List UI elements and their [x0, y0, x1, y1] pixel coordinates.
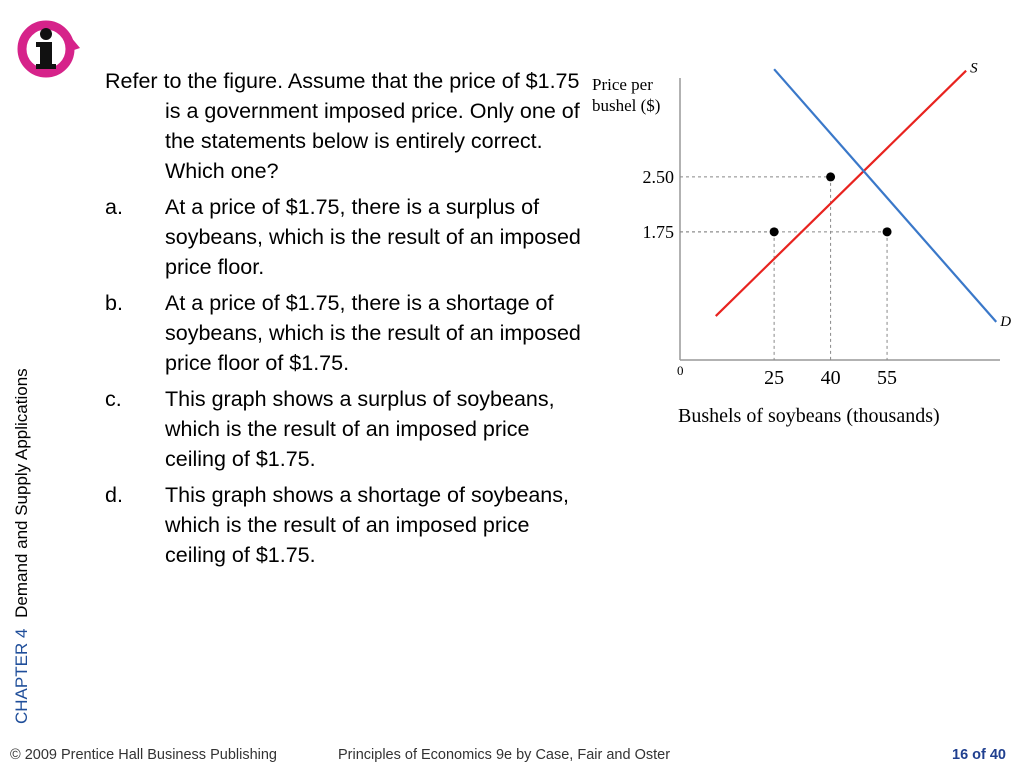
origin-label: 0: [677, 363, 684, 378]
page-number: 16 of 40: [952, 747, 1006, 763]
data-point: [883, 227, 892, 236]
chapter-number: CHAPTER 4: [12, 628, 31, 724]
info-person-icon: [12, 18, 84, 80]
series-label-d: D: [1000, 313, 1012, 330]
chapter-title: Demand and Supply Applications: [12, 368, 31, 618]
series-line-d: [774, 69, 996, 322]
y-tick-label: 1.75: [642, 221, 674, 242]
option-letter: b.: [105, 291, 123, 315]
data-point: [770, 227, 779, 236]
series-line-s: [716, 71, 966, 316]
y-tick-labels: [643, 167, 675, 242]
guide-lines: [680, 177, 887, 360]
book-title: Principles of Economics 9e by Case, Fair and Oster: [338, 747, 671, 763]
series-label-s: S: [970, 60, 978, 77]
option-b: [105, 288, 595, 378]
y-axis-label-line1: Price per: [592, 75, 653, 94]
question-block: [105, 66, 595, 576]
x-tick-label: 25: [764, 367, 785, 389]
option-letter: a.: [105, 195, 123, 219]
question-stem: Refer to the figure. Assume that the price of $1.75 is a government imposed price. Only one of the statements below is entirely correct. Which one?: [105, 69, 580, 183]
x-tick-label: 40: [820, 367, 841, 389]
option-text: This graph shows a shortage of soybeans, which is the result of an imposed price ceiling of $1.75.: [165, 483, 569, 567]
y-axis-label-line2: bushel ($): [592, 96, 661, 115]
option-text: At a price of $1.75, there is a shortage of soybeans, which is the result of an imposed price floor of $1.75.: [165, 291, 581, 375]
option-letter: d.: [105, 483, 123, 507]
series-lines: [716, 61, 1011, 330]
y-tick-label: 2.50: [642, 166, 674, 187]
supply-demand-chart: [586, 60, 1012, 428]
chapter-side-label: [8, 304, 36, 724]
option-a: [105, 192, 595, 282]
logo: [12, 18, 84, 80]
footer: [0, 740, 1024, 768]
option-letter: c.: [105, 387, 122, 411]
x-axis-label: Bushels of soybeans (thousands): [678, 405, 940, 427]
option-text: This graph shows a surplus of soybeans, which is the result of an imposed price ceiling of $1.75.: [165, 387, 555, 471]
x-tick-label: 55: [877, 367, 898, 389]
x-tick-labels: [764, 367, 897, 389]
option-text: At a price of $1.75, there is a surplus of soybeans, which is the result of an imposed price floor.: [165, 195, 581, 279]
data-point: [826, 172, 835, 181]
option-d: [105, 480, 595, 570]
option-c: [105, 384, 595, 474]
copyright-text: © 2009 Prentice Hall Business Publishing: [10, 747, 277, 763]
